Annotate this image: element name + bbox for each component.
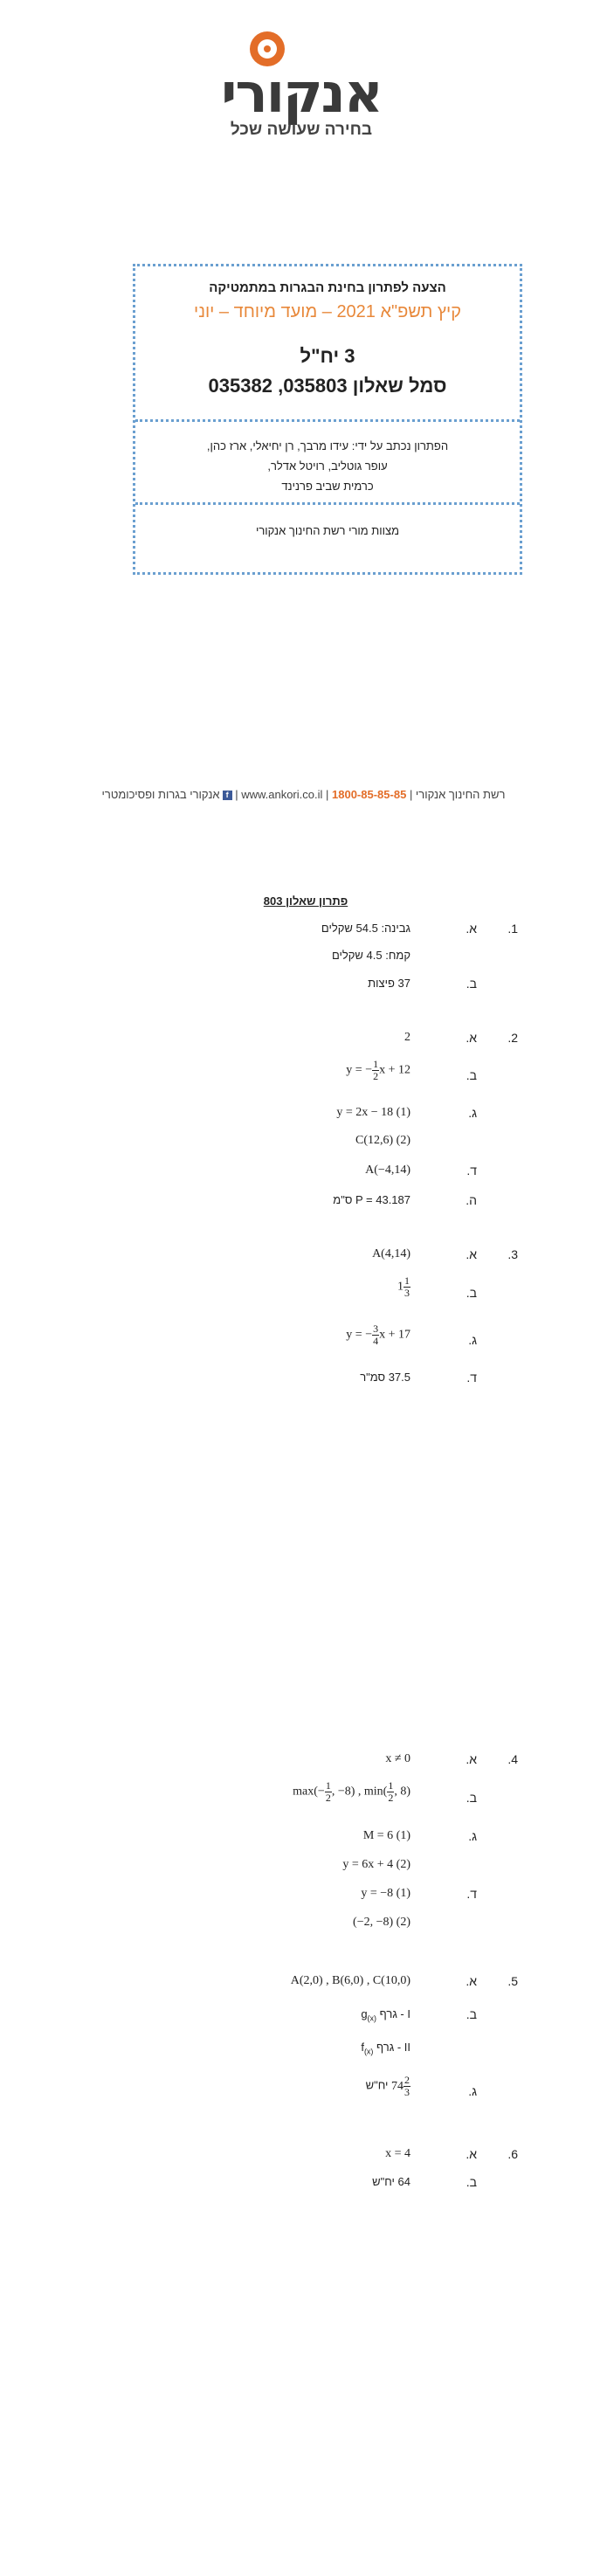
answer: x ≠ 0 bbox=[385, 1752, 410, 1765]
exam-codes: סמל שאלון 035803, 035382 bbox=[208, 375, 447, 397]
question-number: 1. bbox=[507, 922, 518, 936]
answer-area: 74 $\frac{2}{3}$ יח"ש bbox=[365, 2074, 410, 2098]
staff-text: מצוות מורי רשת החינוך אנקורי bbox=[255, 524, 400, 537]
title-section bbox=[135, 266, 520, 417]
sub-label: ג. bbox=[468, 1829, 477, 1843]
question-number: 5. bbox=[507, 1974, 518, 1988]
answer: A(−4,14) bbox=[365, 1164, 410, 1177]
question-number: 4. bbox=[507, 1752, 518, 1766]
answer-graph-2: II - גרף $f_{(x)}$ bbox=[361, 2041, 410, 2056]
answer: C(12,6) (2) bbox=[355, 1134, 410, 1147]
answer-mixed-number: 1 $\frac{1}{3}$ bbox=[397, 1274, 410, 1299]
sub-label: א. bbox=[466, 2147, 477, 2161]
sub-label: ד. bbox=[466, 1164, 477, 1178]
answer: x = 4 bbox=[385, 2147, 410, 2160]
logo-tagline: בחירה שעושה שכל bbox=[230, 121, 373, 139]
staff-section bbox=[135, 502, 520, 575]
answer: y = −8 (1) bbox=[361, 1887, 410, 1900]
ankori-logo bbox=[210, 28, 393, 150]
exam-units: 3 יח"ל bbox=[300, 345, 355, 367]
answer-equation: y = − $\frac{1}{2}$ x + 12 bbox=[346, 1058, 410, 1082]
sub-label: ב. bbox=[466, 2175, 477, 2189]
sub-label: ג. bbox=[468, 1333, 477, 1347]
answer: 37.5 סמ"ר bbox=[360, 1371, 410, 1384]
authors-line-1: הפתרון נכתב על ידי: עידו מרבך, רן יחיאלי, ארז כהן, bbox=[206, 439, 449, 452]
sub-label: ב. bbox=[466, 1791, 477, 1805]
sub-label: ב. bbox=[466, 1286, 477, 1300]
answer: גבינה: 54.5 שקלים bbox=[321, 922, 410, 935]
answer: A(2,0) , B(6,0) , C(10,0) bbox=[290, 1974, 410, 1987]
answer: (−2, −8) (2) bbox=[353, 1916, 410, 1929]
sub-label: ג. bbox=[468, 1106, 477, 1120]
answer-equation: y = − $\frac{3}{4}$ x + 17 bbox=[346, 1323, 410, 1347]
answer: 37 פיצות bbox=[368, 977, 410, 990]
sub-label: א. bbox=[466, 1031, 477, 1045]
contact-line bbox=[87, 788, 520, 801]
answer: y = 6x + 4 (2) bbox=[342, 1858, 410, 1871]
sub-label: ב. bbox=[466, 977, 477, 991]
question-number: 2. bbox=[507, 1031, 518, 1045]
authors-line-2: עופר גוטליב, רויטל אדלר, bbox=[267, 459, 388, 473]
answer-extrema: max(− $\frac{1}{2}$ , −8) , min( $\frac{1}{2}$ , 8) bbox=[293, 1779, 410, 1804]
answer: A(4,14) bbox=[372, 1247, 410, 1260]
question-number: 6. bbox=[507, 2147, 518, 2161]
sub-label: ה. bbox=[466, 1193, 477, 1207]
answer: y = 2x − 18 (1) bbox=[336, 1106, 410, 1119]
logo-brand: אנקורי bbox=[221, 61, 382, 125]
facebook-text[interactable]: אנקורי בגרות ופסיכומטרי bbox=[101, 788, 220, 801]
exam-session: קיץ תשפ"א 2021 – מועד מיוחד – יוני bbox=[194, 302, 461, 321]
network-name: רשת החינוך אנקורי | bbox=[409, 788, 506, 801]
sub-label: ד. bbox=[466, 1371, 477, 1385]
sub-label: ב. bbox=[466, 1068, 477, 1082]
answer: M = 6 (1) bbox=[362, 1829, 410, 1842]
answer: קמח: 4.5 שקלים bbox=[331, 949, 410, 962]
title-box bbox=[133, 264, 522, 575]
sub-label: א. bbox=[466, 1752, 477, 1766]
sub-label: ד. bbox=[466, 1887, 477, 1901]
sub-label: א. bbox=[466, 1247, 477, 1261]
website-link[interactable]: | www.ankori.co.il | bbox=[235, 788, 329, 801]
sub-label: א. bbox=[466, 922, 477, 936]
phone-number[interactable]: 1800-85-85-85 bbox=[332, 788, 407, 801]
answer-graph-1: I - גרף $g_{(x)}$ bbox=[361, 2007, 410, 2023]
authors-line-3: כרמית שביב פרנינד bbox=[281, 480, 374, 493]
answer: P = 43.187 ס"מ bbox=[333, 1193, 410, 1206]
answer: 2 bbox=[404, 1031, 410, 1044]
sub-label: ב. bbox=[466, 2007, 477, 2021]
sub-label: א. bbox=[466, 1974, 477, 1988]
answer: 64 יח"ש bbox=[372, 2175, 410, 2188]
sub-label: ג. bbox=[468, 2084, 477, 2098]
facebook-icon[interactable]: f bbox=[223, 791, 232, 800]
solution-title: פתרון שאלון 803 bbox=[263, 894, 348, 908]
authors-section bbox=[135, 419, 520, 502]
exam-heading: הצעה לפתרון בחינת הבגרות במתמטיקה bbox=[209, 280, 446, 295]
question-number: 3. bbox=[507, 1247, 518, 1261]
